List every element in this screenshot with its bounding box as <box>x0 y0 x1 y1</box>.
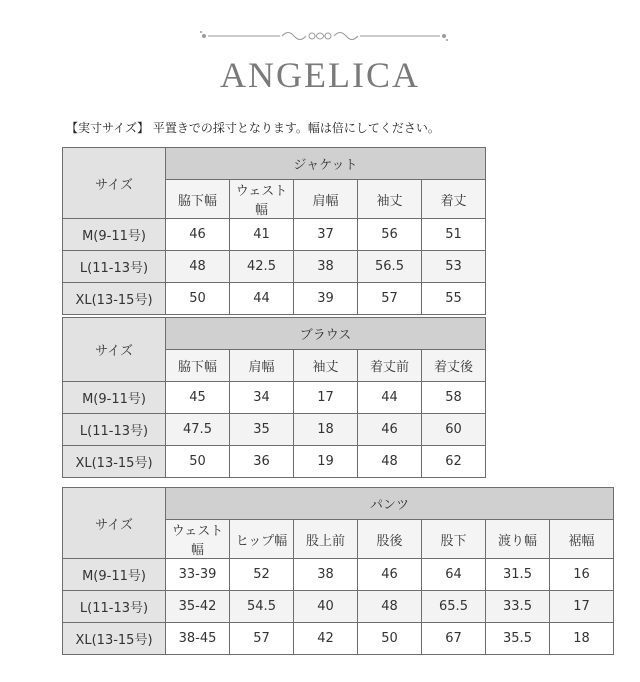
table-cell: 44 <box>358 382 422 414</box>
measurement-note: 【実寸サイズ】 平置きでの採寸となります。幅は倍にしてください。 <box>66 121 440 135</box>
column-header: 股後 <box>358 520 422 559</box>
table-row <box>63 559 614 591</box>
table-cell: 62 <box>422 446 486 478</box>
column-header: 肩幅 <box>230 350 294 382</box>
column-header: 着丈前 <box>358 350 422 382</box>
table-cell: 46 <box>358 559 422 591</box>
row-size-label: L(11-13号) <box>63 251 166 283</box>
blouse-size-table <box>62 317 486 478</box>
table-row <box>63 446 486 478</box>
table-cell: 17 <box>294 382 358 414</box>
table-cell: 67 <box>422 623 486 655</box>
table-row <box>63 414 486 446</box>
table-cell: 40 <box>294 591 358 623</box>
column-header: 袖丈 <box>294 350 358 382</box>
group-title: ブラウス <box>166 318 486 350</box>
group-title: パンツ <box>166 488 614 520</box>
column-header: 袖丈 <box>358 180 422 219</box>
pants-size-table <box>62 487 614 655</box>
table-cell: 53 <box>422 251 486 283</box>
table-cell: 31.5 <box>486 559 550 591</box>
column-header: 着丈後 <box>422 350 486 382</box>
column-header: 着丈 <box>422 180 486 219</box>
table-cell: 50 <box>166 283 230 315</box>
table-cell: 33.5 <box>486 591 550 623</box>
row-size-label: XL(13-15号) <box>63 283 166 315</box>
table-cell: 18 <box>550 623 614 655</box>
size-header: サイズ <box>63 318 166 382</box>
table-row <box>63 623 614 655</box>
table-cell: 33-39 <box>166 559 230 591</box>
row-size-label: L(11-13号) <box>63 591 166 623</box>
table-cell: 57 <box>358 283 422 315</box>
table-cell: 52 <box>230 559 294 591</box>
table-cell: 55 <box>422 283 486 315</box>
table-cell: 56.5 <box>358 251 422 283</box>
decorative-flourish <box>0 24 640 48</box>
row-size-label: XL(13-15号) <box>63 623 166 655</box>
column-header: 裾幅 <box>550 520 614 559</box>
column-header: 渡り幅 <box>486 520 550 559</box>
table-cell: 48 <box>358 591 422 623</box>
table-cell: 38 <box>294 559 358 591</box>
table-cell: 37 <box>294 219 358 251</box>
column-header: 股下 <box>422 520 486 559</box>
table-cell: 42.5 <box>230 251 294 283</box>
table-cell: 35 <box>230 414 294 446</box>
table-cell: 39 <box>294 283 358 315</box>
row-size-label: XL(13-15号) <box>63 446 166 478</box>
row-size-label: M(9-11号) <box>63 559 166 591</box>
table-cell: 47.5 <box>166 414 230 446</box>
brand-title: ANGELICA <box>220 55 420 95</box>
group-title: ジャケット <box>166 148 486 180</box>
table-cell: 48 <box>358 446 422 478</box>
table-cell: 60 <box>422 414 486 446</box>
table-row <box>63 382 486 414</box>
column-header: ウェスト幅 <box>230 180 294 219</box>
table-cell: 41 <box>230 219 294 251</box>
column-header: ヒップ幅 <box>230 520 294 559</box>
table-cell: 46 <box>166 219 230 251</box>
table-cell: 35-42 <box>166 591 230 623</box>
table-cell: 44 <box>230 283 294 315</box>
table-cell: 50 <box>166 446 230 478</box>
table-row <box>63 591 614 623</box>
size-header: サイズ <box>63 488 166 559</box>
table-cell: 35.5 <box>486 623 550 655</box>
column-header: 脇下幅 <box>166 180 230 219</box>
table-cell: 38-45 <box>166 623 230 655</box>
size-header: サイズ <box>63 148 166 219</box>
table-cell: 36 <box>230 446 294 478</box>
table-cell: 50 <box>358 623 422 655</box>
table-cell: 38 <box>294 251 358 283</box>
table-cell: 19 <box>294 446 358 478</box>
table-cell: 18 <box>294 414 358 446</box>
column-header: 肩幅 <box>294 180 358 219</box>
table-cell: 46 <box>358 414 422 446</box>
row-size-label: M(9-11号) <box>63 219 166 251</box>
table-row <box>63 283 486 315</box>
jacket-size-table <box>62 147 486 315</box>
table-cell: 17 <box>550 591 614 623</box>
table-cell: 54.5 <box>230 591 294 623</box>
row-size-label: M(9-11号) <box>63 382 166 414</box>
table-cell: 57 <box>230 623 294 655</box>
column-header: 脇下幅 <box>166 350 230 382</box>
table-row <box>63 251 486 283</box>
column-header: 股上前 <box>294 520 358 559</box>
table-cell: 51 <box>422 219 486 251</box>
column-header: ウェスト幅 <box>166 520 230 559</box>
table-cell: 16 <box>550 559 614 591</box>
row-size-label: L(11-13号) <box>63 414 166 446</box>
table-cell: 45 <box>166 382 230 414</box>
table-cell: 48 <box>166 251 230 283</box>
table-cell: 56 <box>358 219 422 251</box>
table-cell: 42 <box>294 623 358 655</box>
table-cell: 58 <box>422 382 486 414</box>
table-row <box>63 219 486 251</box>
table-cell: 65.5 <box>422 591 486 623</box>
table-cell: 64 <box>422 559 486 591</box>
table-cell: 34 <box>230 382 294 414</box>
